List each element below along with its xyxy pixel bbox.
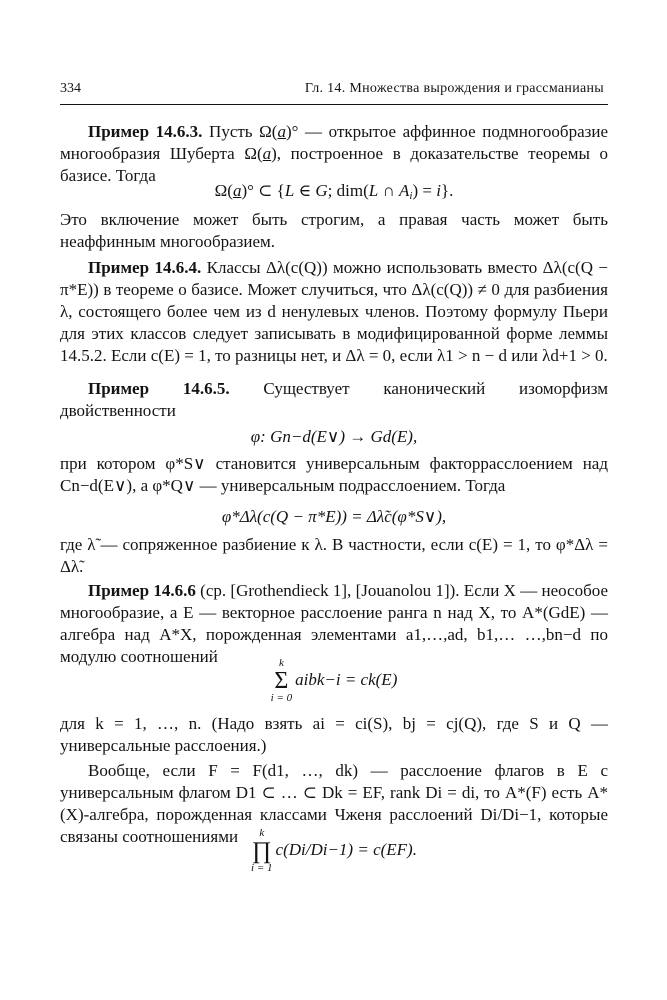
example-14-6-5-body: при котором φ*S∨ становится универсальным факторрасслоением над Cn−d(E∨), а φ*Q∨ — универсальным подрасслоением. Тогда [60,454,608,495]
page-number: 334 [60,81,81,96]
product-operator: k ∏ i = 1 [251,827,273,874]
example-label: Пример 14.6.6 [88,581,196,600]
example-body: Классы Δλ(c(Q)) можно использовать вместо Δλ(c(Q − π*E)) в теореме о базисе. Может случиться, что Δλ(c(Q)) ≠ 0 для разбиения λ, состоящего более чем из d ненулевых членов. Поэтому формулу Пьери для этих классов следует записывать в модифицированной форме леммы 14.5.2. Если c(E) = 1, то разницы нет, и Δλ = 0, если λ1 > n − d или λd+1 > 0. [60,258,608,365]
example-14-6-3: Пример 14.6.3. Пусть Ω(a)° — открытое аффинное подмногообразие многообразия Шуберта Ω(a), построенное в доказательстве теоремы о базисе. Тогда [60,122,608,185]
example-label: Пример 14.6.4. [88,258,202,277]
running-header [60,80,608,105]
example-14-6-6-general: Вообще, если F = F(d1, …, dk) — расслоение флагов в E с универсальным флагом D1 ⊂ … ⊂ Dk = EF, rank Di = di, то A*(F) есть A*(X)-алгебра, порожденная классами Чженя расслоений Di/Di−1, которые связаны соотношениями [60,761,608,846]
example-14-6-6 [60,580,608,668]
sum-operator: k Σ i = 0 [270,657,293,704]
formula-product: k ∏ i = 1 c(Di/Di−1) = c(EF). [251,827,417,874]
formula-duality: φ: Gn−d(E∨) → Gd(E), [250,427,418,446]
example-14-6-3-note: Это включение может быть строгим, а правая часть может быть неаффинным многообразием. [60,210,608,251]
formula-delta: φ*Δλ(c(Q − π*E)) = Δλ̃c(φ*S∨), [221,507,447,526]
running-title: Гл. 14. Множества вырождения и грассманианы [304,81,604,96]
example-14-6-5-conclusion: где λ̃ — сопряженное разбиение к λ. В частности, если c(E) = 1, то φ*Δλ = Δλ̃. [60,535,608,576]
example-body: Существует канонический изоморфизм двойственности [60,379,608,420]
example-14-6-5 [60,378,608,422]
example-14-6-4 [60,257,608,367]
example-14-6-6-body: для k = 1, …, n. (Надо взять ai = ci(S), bj = cj(Q), где S и Q — универсальные расслоения.) [60,714,608,755]
example-body: (ср. [Grothendieck 1], [Jouanolou 1]). Если X — неособое многообразие, а E — векторное расслоение ранга n над X, то A*(GdE) — алгебра над A*X, порожденная элементами a1,…,ad, b1,… …,bn−d по модулю соотношений [60,581,608,666]
example-label: Пример 14.6.3. [88,122,203,141]
formula-omega: Ω(a)° ⊂ {L ∈ G; dim(L ∩ $A_i) = i$}. [214,181,454,202]
formula-sum: k Σ i = 0 aibk−i = ck(E) [270,657,398,704]
example-label: Пример 14.6.5. [88,379,230,398]
